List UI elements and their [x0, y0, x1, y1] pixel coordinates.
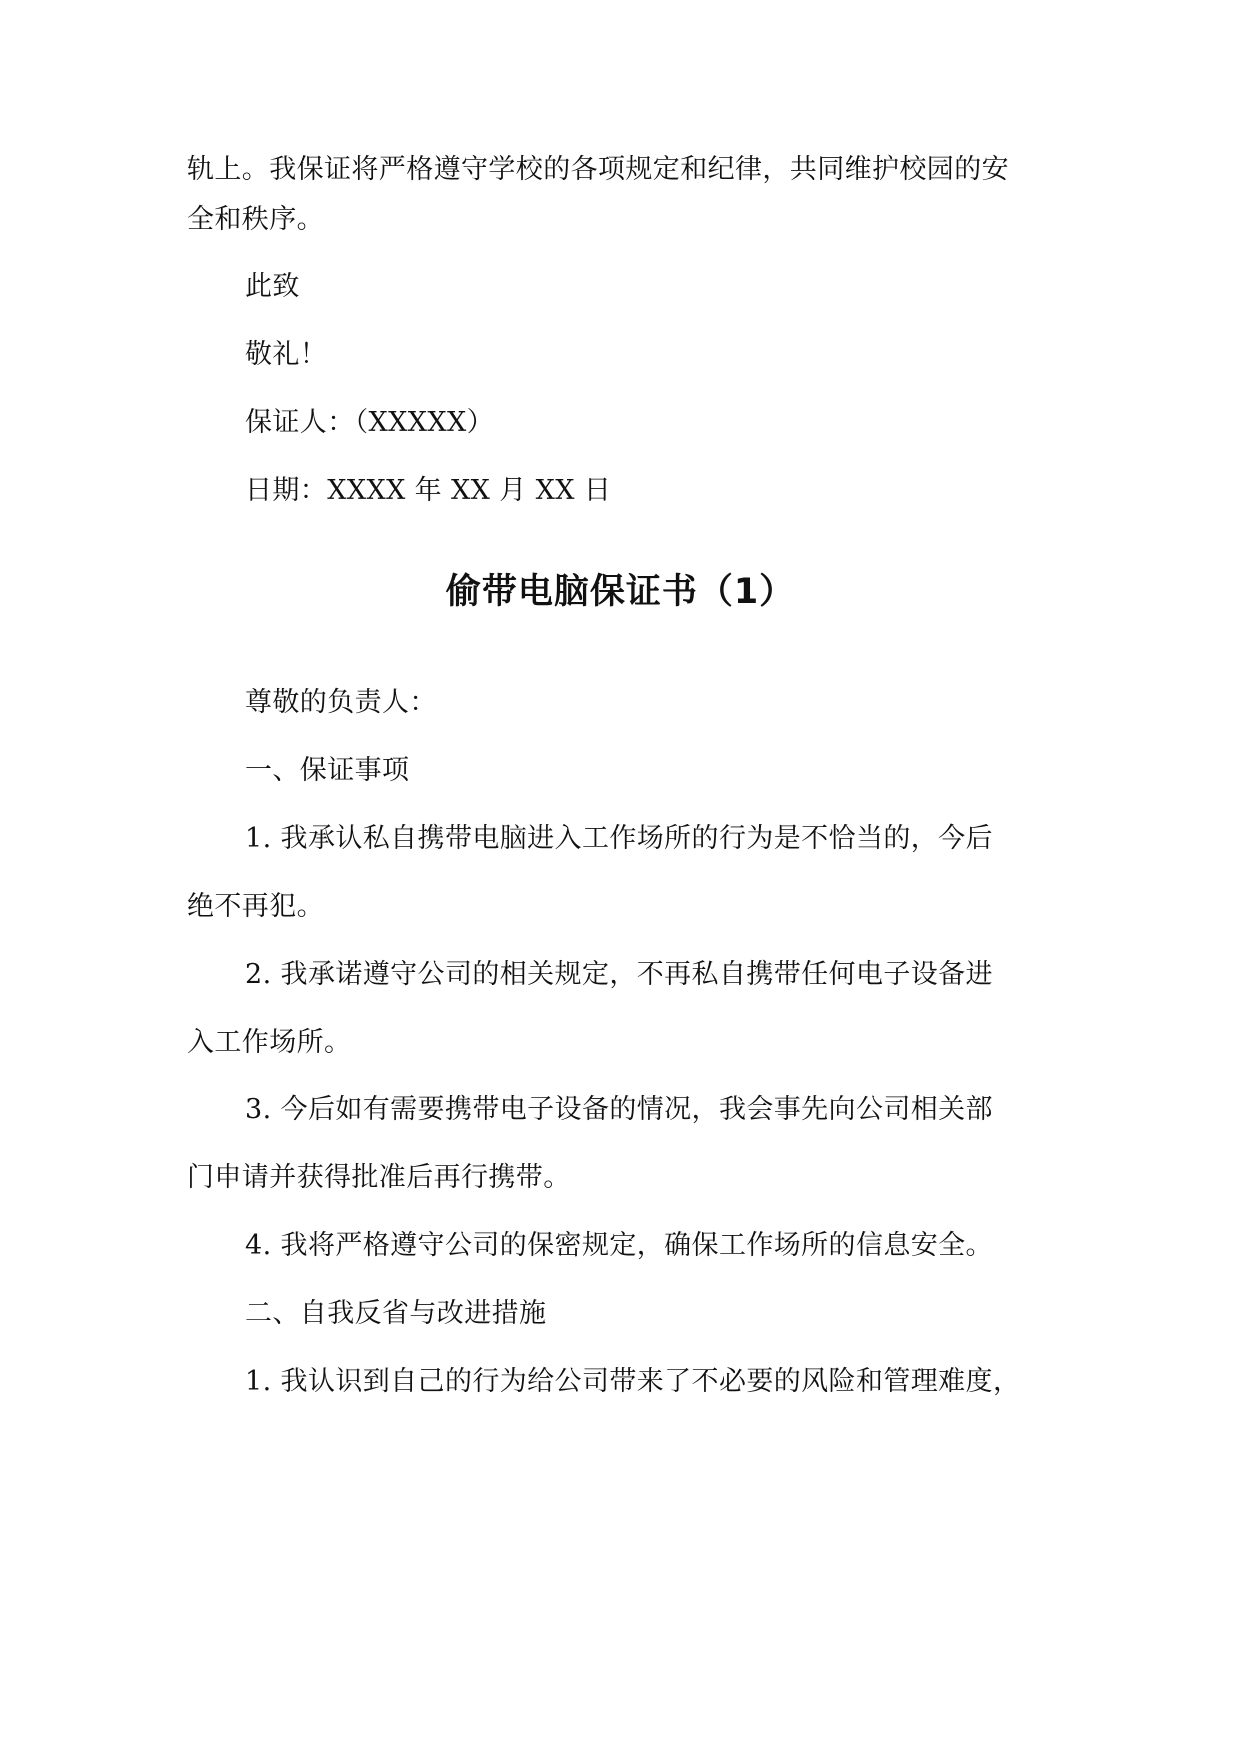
closing-salutation-1: 此致: [245, 271, 300, 302]
section1-item3-line1: 3. 今后如有需要携带电子设备的情况，我会事先向公司相关部: [245, 1094, 993, 1125]
greeting-line: 尊敬的负责人：: [245, 687, 437, 718]
document-title: 偷带电脑保证书（1）: [445, 572, 796, 612]
continuation-line-1: 轨上。我保证将严格遵守学校的各项规定和纪律，共同维护校园的安: [187, 154, 1009, 185]
section1-item1-line1: 1. 我承认私自携带电脑进入工作场所的行为是不恰当的，今后: [245, 823, 993, 854]
date-line: 日期：XXXX 年 XX 月 XX 日: [245, 475, 612, 506]
section2-item1-line1: 1. 我认识到自己的行为给公司带来了不必要的风险和管理难度，: [245, 1366, 1021, 1397]
section1-item1-line2: 绝不再犯。: [187, 891, 324, 922]
section1-item2-line1: 2. 我承诺遵守公司的相关规定，不再私自携带任何电子设备进: [245, 959, 993, 990]
section2-heading: 二、自我反省与改进措施: [245, 1298, 547, 1329]
closing-salutation-2: 敬礼！: [245, 339, 328, 370]
continuation-line-2: 全和秩序。: [187, 204, 324, 235]
section1-item3-line2: 门申请并获得批准后再行携带。: [187, 1162, 571, 1193]
section1-item2-line2: 入工作场所。: [187, 1027, 352, 1058]
guarantor-line: 保证人：（XXXXX）: [245, 407, 495, 438]
section1-heading: 一、保证事项: [245, 755, 410, 786]
section1-item4-line1: 4. 我将严格遵守公司的保密规定，确保工作场所的信息安全。: [245, 1230, 993, 1261]
